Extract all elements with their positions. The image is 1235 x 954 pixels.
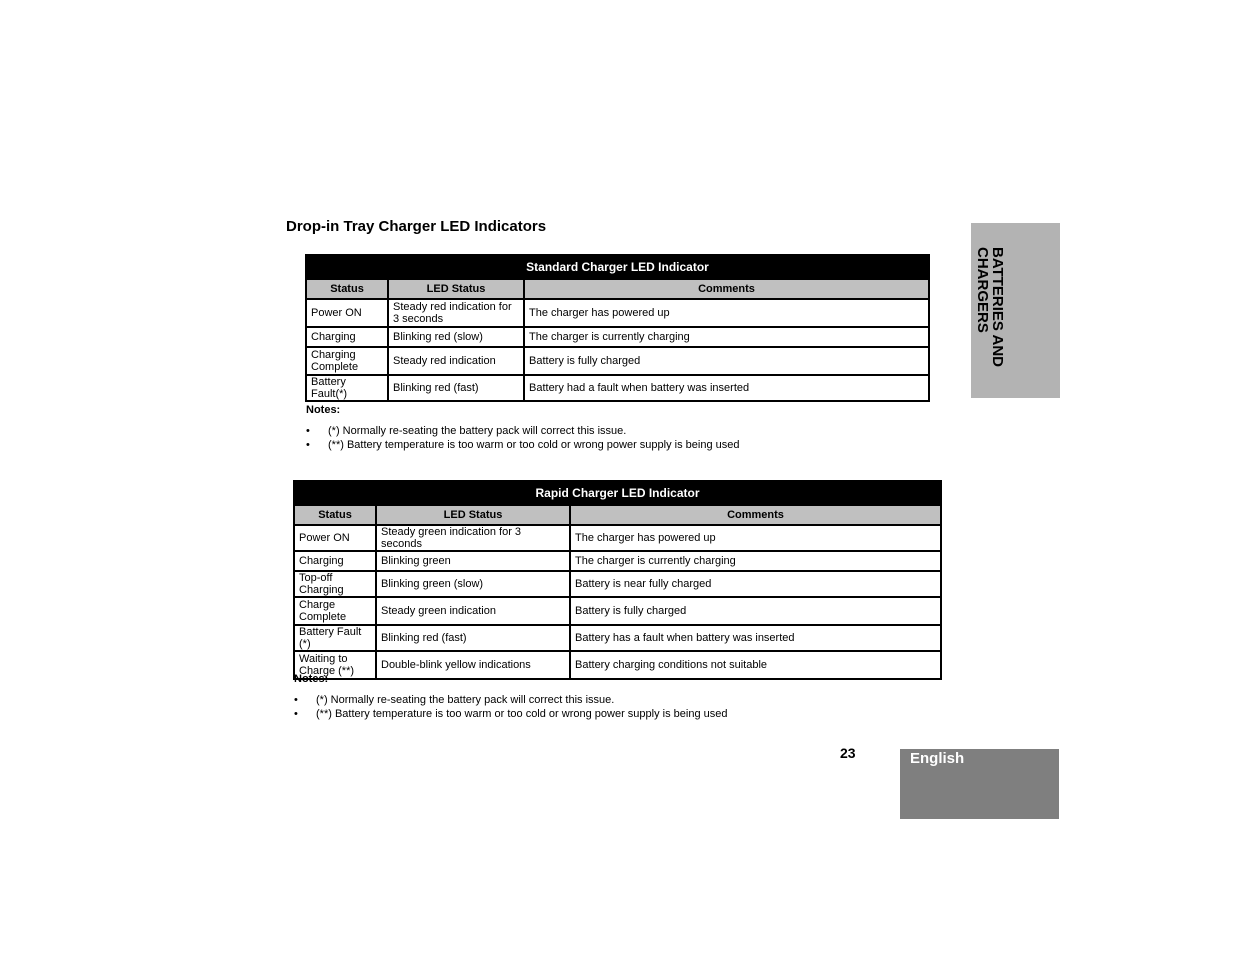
rapid-notes	[294, 673, 727, 721]
comments-cell: Battery charging conditions not suitable	[571, 652, 940, 678]
table-row	[307, 376, 928, 400]
table-row	[307, 328, 928, 346]
table-row	[295, 526, 940, 550]
note-item	[306, 424, 739, 438]
status-cell: Battery Fault (*)	[295, 626, 375, 650]
comments-cell: The charger is currently charging	[571, 552, 940, 570]
comments-cell: The charger has powered up	[525, 300, 928, 326]
note-text: (**) Battery temperature is too warm or too cold or wrong power supply is being used	[316, 708, 728, 720]
led-status-cell: Blinking red (fast)	[377, 626, 569, 650]
table-row	[295, 552, 940, 570]
note-item	[294, 707, 727, 721]
page-number: 23	[840, 745, 856, 761]
note-item	[294, 693, 727, 707]
bullet-icon: •	[294, 694, 298, 706]
comments-cell: Battery had a fault when battery was inserted	[525, 376, 928, 400]
bullet-icon: •	[306, 425, 310, 437]
table-row	[307, 348, 928, 374]
column-header-comments: Comments	[525, 280, 928, 298]
led-status-cell: Blinking green	[377, 552, 569, 570]
note-text: (*) Normally re-seating the battery pack will correct this issue.	[316, 694, 615, 706]
standard-notes	[306, 404, 739, 452]
table-title: Standard Charger LED Indicator	[307, 256, 928, 278]
bullet-icon: •	[294, 708, 298, 720]
column-header-status: Status	[307, 280, 387, 298]
comments-cell: Battery has a fault when battery was inserted	[571, 626, 940, 650]
led-status-cell: Steady green indication for 3 seconds	[377, 526, 569, 550]
table-row	[307, 300, 928, 326]
section-side-tab	[971, 223, 1060, 398]
notes-label: Notes:	[306, 404, 341, 416]
table-row	[295, 572, 940, 596]
column-header-led-status: LED Status	[377, 506, 569, 524]
column-header-comments: Comments	[571, 506, 940, 524]
language-tab	[900, 749, 1059, 819]
column-header-status: Status	[295, 506, 375, 524]
note-item	[306, 438, 739, 452]
status-cell: Charge Complete	[295, 598, 375, 624]
led-status-cell: Steady red indication	[389, 348, 523, 374]
section-title: Drop-in Tray Charger LED Indicators	[286, 218, 547, 235]
comments-cell: Battery is fully charged	[571, 598, 940, 624]
comments-cell: Battery is fully charged	[525, 348, 928, 374]
status-cell: Battery Fault(*)	[307, 376, 387, 400]
led-status-cell: Blinking red (slow)	[389, 328, 523, 346]
comments-cell: Battery is near fully charged	[571, 572, 940, 596]
bullet-icon: •	[306, 439, 310, 451]
rapid-charger-table	[293, 480, 942, 680]
table-row	[295, 626, 940, 650]
note-text: (**) Battery temperature is too warm or too cold or wrong power supply is being used	[328, 439, 740, 451]
status-cell: Charging Complete	[307, 348, 387, 374]
led-status-cell: Double-blink yellow indications	[377, 652, 569, 678]
status-cell: Top-off Charging	[295, 572, 375, 596]
note-text: (*) Normally re-seating the battery pack will correct this issue.	[328, 425, 627, 437]
language-label: English	[910, 750, 965, 767]
standard-charger-table	[305, 254, 930, 402]
led-status-cell: Blinking red (fast)	[389, 376, 523, 400]
side-tab-label: BATTERIES AND CHARGERS	[974, 247, 1006, 367]
status-cell: Waiting to Charge (**)	[295, 652, 375, 678]
comments-cell: The charger has powered up	[571, 526, 940, 550]
column-header-led-status: LED Status	[389, 280, 523, 298]
status-cell: Charging	[295, 552, 375, 570]
table-row	[295, 598, 940, 624]
status-cell: Charging	[307, 328, 387, 346]
status-cell: Power ON	[307, 300, 387, 326]
table-title: Rapid Charger LED Indicator	[295, 482, 940, 504]
notes-label: Notes:	[294, 673, 329, 685]
led-status-cell: Blinking green (slow)	[377, 572, 569, 596]
led-status-cell: Steady green indication	[377, 598, 569, 624]
status-cell: Power ON	[295, 526, 375, 550]
led-status-cell: Steady red indication for 3 seconds	[389, 300, 523, 326]
comments-cell: The charger is currently charging	[525, 328, 928, 346]
